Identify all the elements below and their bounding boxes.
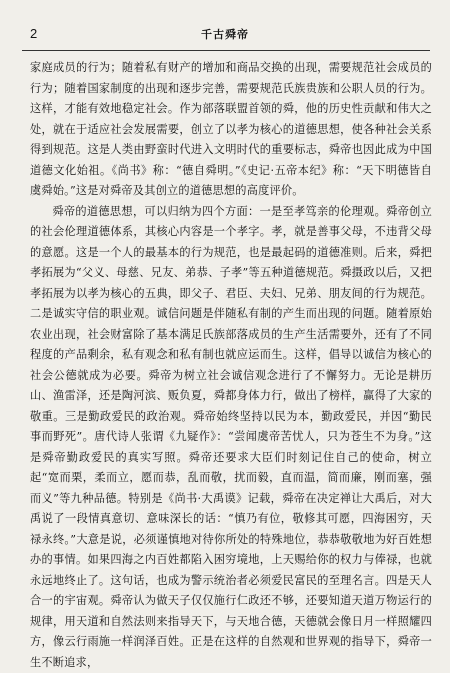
- page-header: [22, 26, 428, 44]
- running-title: 千古舜帝: [201, 26, 249, 42]
- header-rule: [22, 50, 430, 51]
- page-number: 2: [30, 26, 37, 41]
- paragraph-1: 家庭成员的行为；随着私有财产的增加和商品交换的出现，需要规范社会成员的行为；随着国家制度的出现和逐步完善，需要规范氏族贵族和公职人员的行为。这样，才能有效地稳定社会。作为部落联盟首领的舜，他的历史性贡献和伟大之处，就在于适应社会发展需要，创立了以孝为核心的道德思想，使各种社会关系得到规范。这是人类由野蛮时代进入文明时代的重要标志，舜帝也因此成为中国道德文化始祖。《尚书》称：“德自舜明。”《史记·五帝本纪》称：“天下明德皆自虞舜始。”这是对舜帝及其创立的道德思想的高度评价。: [30, 58, 432, 202]
- paragraph-2: 舜帝的道德思想，可以归纳为四个方面：一是至孝笃亲的伦理观。舜帝创立的社会伦理道德体系，其核心内容是一个孝字。孝，就是善事父母，不违背父母的意愿。这是一个人的最基本的行为规范，也是最起码的道德准则。后来，舜把孝拓展为“父义、母慈、兄友、弟恭、子孝”等五种道德规范。舜摄政以后，又把孝拓展为以孝为核心的五典，即父子、君臣、夫妇、兄弟、朋友间的行为规范。二是诚实守信的职业观。诚信问题是伴随私有制的产生而出现的问题。随着原始农业出现，社会财富除了基本满足氏族部落成员的生产生活需要外，还有了不同程度的产品剩余，私有观念和私有制也就应运而生。这样，倡导以诚信为核心的社会公德就成为必要。舜帝为树立社会诚信观念进行了不懈努力。无论是耕历山、渔雷泽，还是陶河滨、贩负夏，舜都身体力行，做出了榜样，赢得了大家的敬重。三是勤政爱民的政治观。舜帝始终坚持以民为本，勤政爱民，并因“勤民事而野死”。唐代诗人张谓《九疑作》：“尝闻虞帝苦忧人，只为苍生不为身。”这是舜帝勤政爱民的真实写照。舜帝还要求大臣们时刻记住自己的使命，树立起“宽而栗，柔而立，愿而恭，乱而敬，扰而毅，直而温，简而廉，刚而塞，强而义”等九种品德。特别是《尚书·大禹谟》记载，舜帝在决定禅让大禹后，对大禹说了一段情真意切、意味深长的话：“慎乃有位，敬修其可愿，四海困穷，天禄永终。”大意是说，必须谨慎地对待你所处的特殊地位，恭恭敬敬地为好百姓想办的事情。如果四海之内百姓都陷入困穷境地，上天赐给你的权力与俸禄，也就永远地终止了。这句话，也成为警示统治者必须爱民富民的至理名言。四是天人合一的宇宙观。舜帝认为做天子仅仅施行仁政还不够，还要知道天道万物运行的规律，用天道和自然法则来指导天下，与天地合德，天德就会像日月一样照耀四方，像云行雨施一样润泽百姓。正是在这样的自然观和世界观的指导下，舜帝一生不断追求，: [30, 202, 432, 673]
- body-text: [30, 58, 432, 673]
